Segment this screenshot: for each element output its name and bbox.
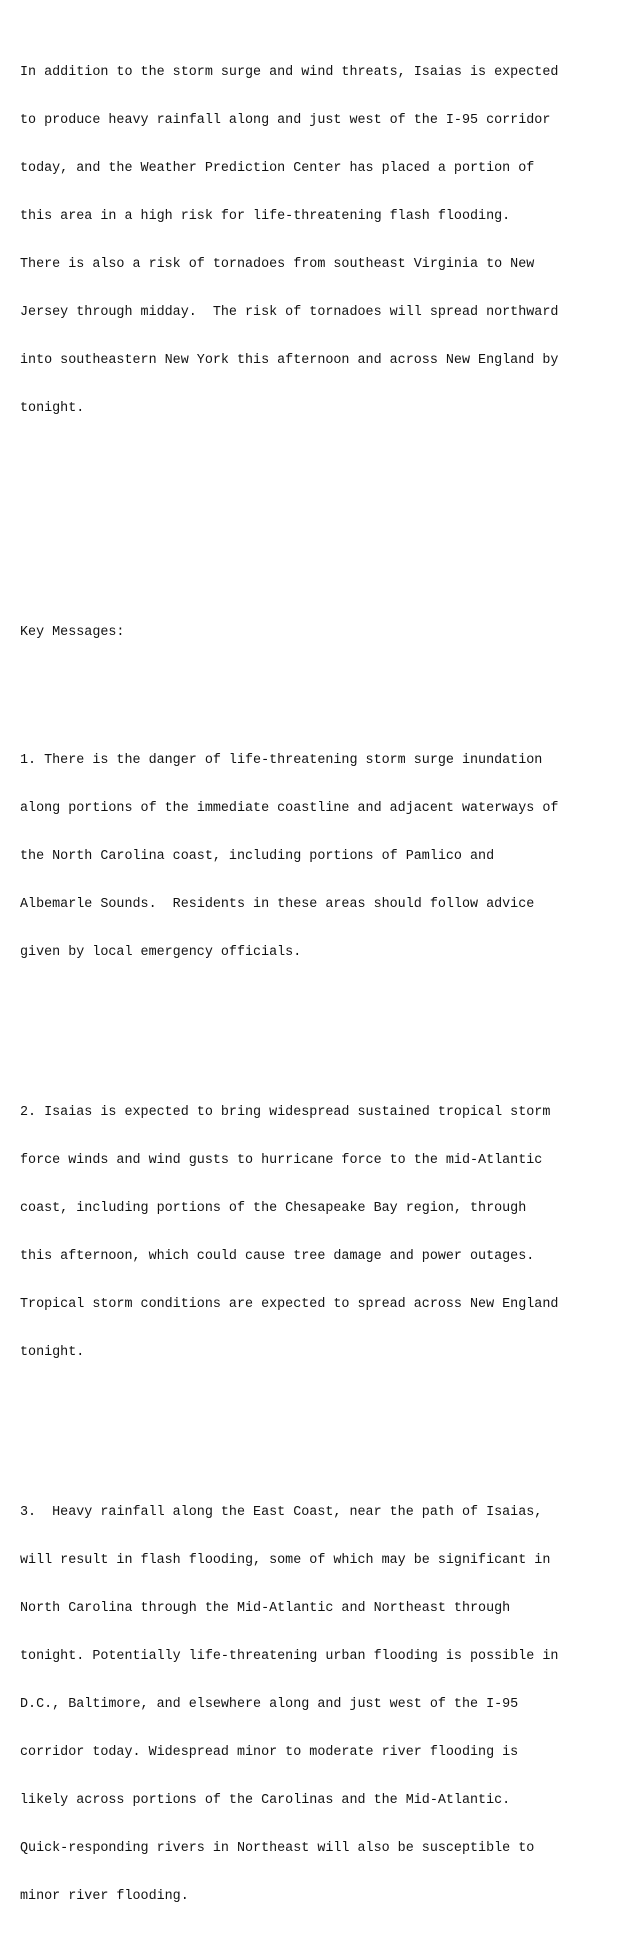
text-line: Tropical storm conditions are expected to spread across New England [20, 1297, 559, 1312]
key-message-2 [20, 1073, 615, 1393]
forecast-discussion-text [20, 1, 615, 1953]
blank-line [20, 1025, 615, 1041]
text-line: 3. Heavy rainfall along the East Coast, near the path of Isaias, [20, 1505, 543, 1520]
text-line: into southeastern New York this afternoon and across New England by [20, 353, 559, 368]
text-line: In addition to the storm surge and wind threats, Isaias is expected [20, 65, 559, 80]
text-line: Quick-responding rivers in Northeast will also be susceptible to [20, 1841, 535, 1856]
text-line: tonight. [20, 401, 85, 416]
text-line: minor river flooding. [20, 1889, 189, 1904]
text-line: given by local emergency officials. [20, 945, 302, 960]
blank-line [20, 529, 615, 545]
blank-line [20, 577, 615, 593]
text-line: tonight. [20, 1345, 85, 1360]
text-line: There is also a risk of tornadoes from southeast Virginia to New [20, 257, 535, 272]
text-line: this afternoon, which could cause tree damage and power outages. [20, 1249, 535, 1264]
text-line: Jersey through midday. The risk of tornadoes will spread northward [20, 305, 559, 320]
text-line: 1. There is the danger of life-threatening storm surge inundation [20, 753, 543, 768]
text-line: D.C., Baltimore, and elsewhere along and just west of the I-95 [20, 1697, 519, 1712]
text-line: will result in flash flooding, some of which may be significant in [20, 1553, 551, 1568]
blank-line [20, 1425, 615, 1441]
text-line: the North Carolina coast, including portions of Pamlico and [20, 849, 495, 864]
blank-line [20, 481, 615, 497]
text-line: likely across portions of the Carolinas and the Mid-Atlantic. [20, 1793, 511, 1808]
text-line: tonight. Potentially life-threatening urban flooding is possible in [20, 1649, 559, 1664]
text-line: force winds and wind gusts to hurricane force to the mid-Atlantic [20, 1153, 543, 1168]
intro-paragraph [20, 33, 615, 449]
text-line: 2. Isaias is expected to bring widespread sustained tropical storm [20, 1105, 551, 1120]
text-line: along portions of the immediate coastline and adjacent waterways of [20, 801, 559, 816]
text-line: Albemarle Sounds. Residents in these areas should follow advice [20, 897, 535, 912]
key-message-3 [20, 1473, 615, 1937]
key-messages-heading: Key Messages: [20, 625, 125, 640]
text-line: to produce heavy rainfall along and just west of the I-95 corridor [20, 113, 551, 128]
text-line: corridor today. Widespread minor to moderate river flooding is [20, 1745, 519, 1760]
key-message-1 [20, 721, 615, 993]
text-line: North Carolina through the Mid-Atlantic and Northeast through [20, 1601, 511, 1616]
blank-line [20, 673, 615, 689]
text-line: this area in a high risk for life-threatening flash flooding. [20, 209, 511, 224]
text-line: today, and the Weather Prediction Center has placed a portion of [20, 161, 535, 176]
text-line: coast, including portions of the Chesapeake Bay region, through [20, 1201, 527, 1216]
